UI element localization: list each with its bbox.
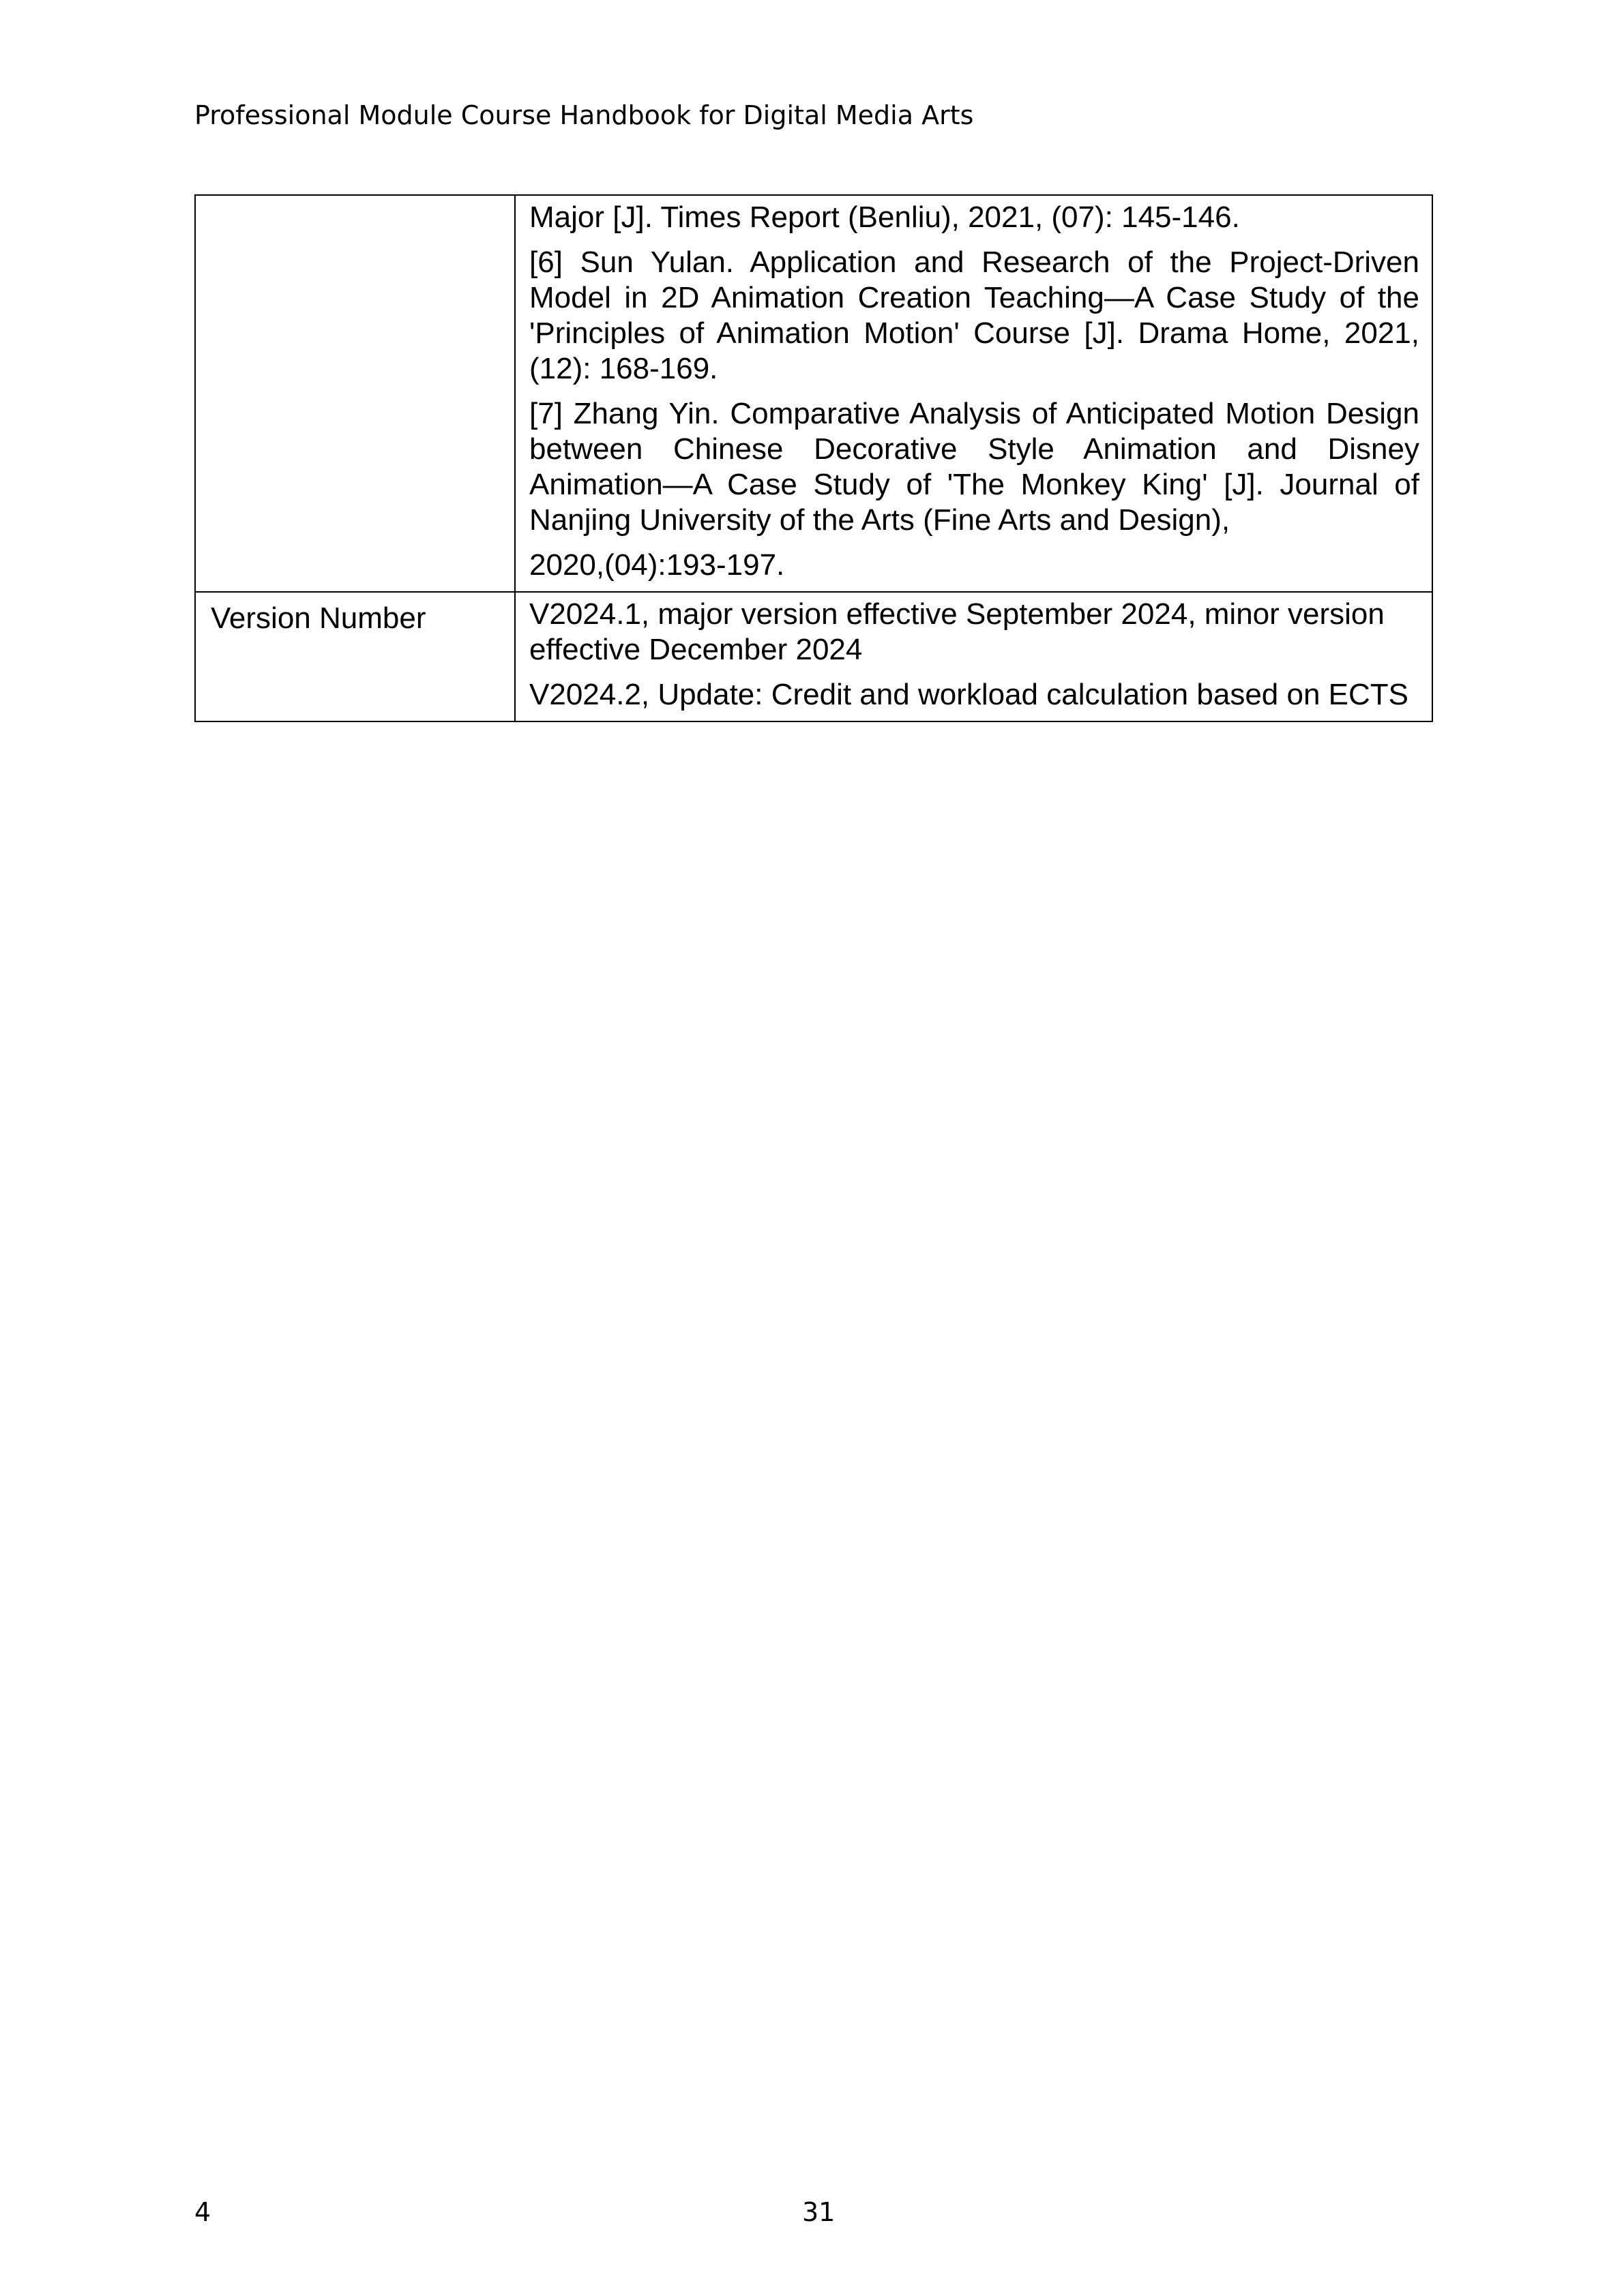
- table-row: [195, 592, 1432, 721]
- row-label: Version Number: [195, 592, 515, 721]
- reference-continuation: Major [J]. Times Report (Benliu), 2021, (07): 145-146.: [529, 200, 1240, 234]
- module-table: [194, 194, 1433, 722]
- running-header: Professional Module Course Handbook for Digital Media Arts: [194, 100, 974, 130]
- page-number: 31: [802, 2197, 836, 2227]
- row-content: [515, 195, 1432, 592]
- version-entry: V2024.2, Update: Credit and workload calculation based on ECTS: [529, 678, 1408, 711]
- row-content: [515, 592, 1432, 721]
- table-row: [195, 195, 1432, 592]
- reference-continuation: 2020,(04):193-197.: [529, 548, 785, 582]
- row-label: [195, 195, 515, 592]
- reference-item: [7] Zhang Yin. Comparative Analysis of Anticipated Motion Design between Chinese Decorative Style Animation and Disney Animation—A Case Study of 'The Monkey King' [J]. Journal of Nanjing University of the Arts (Fine Arts and Design),: [529, 397, 1419, 537]
- version-entry: V2024.1, major version effective September 2024, minor version effective December 2024: [529, 597, 1385, 666]
- reference-item: [6] Sun Yulan. Application and Research of the Project-Driven Model in 2D Animation Creation Teaching—A Case Study of the 'Principles of Animation Motion' Course [J]. Drama Home, 2021, (12): 168-169.: [529, 245, 1419, 385]
- footer-left-number: 4: [194, 2197, 211, 2227]
